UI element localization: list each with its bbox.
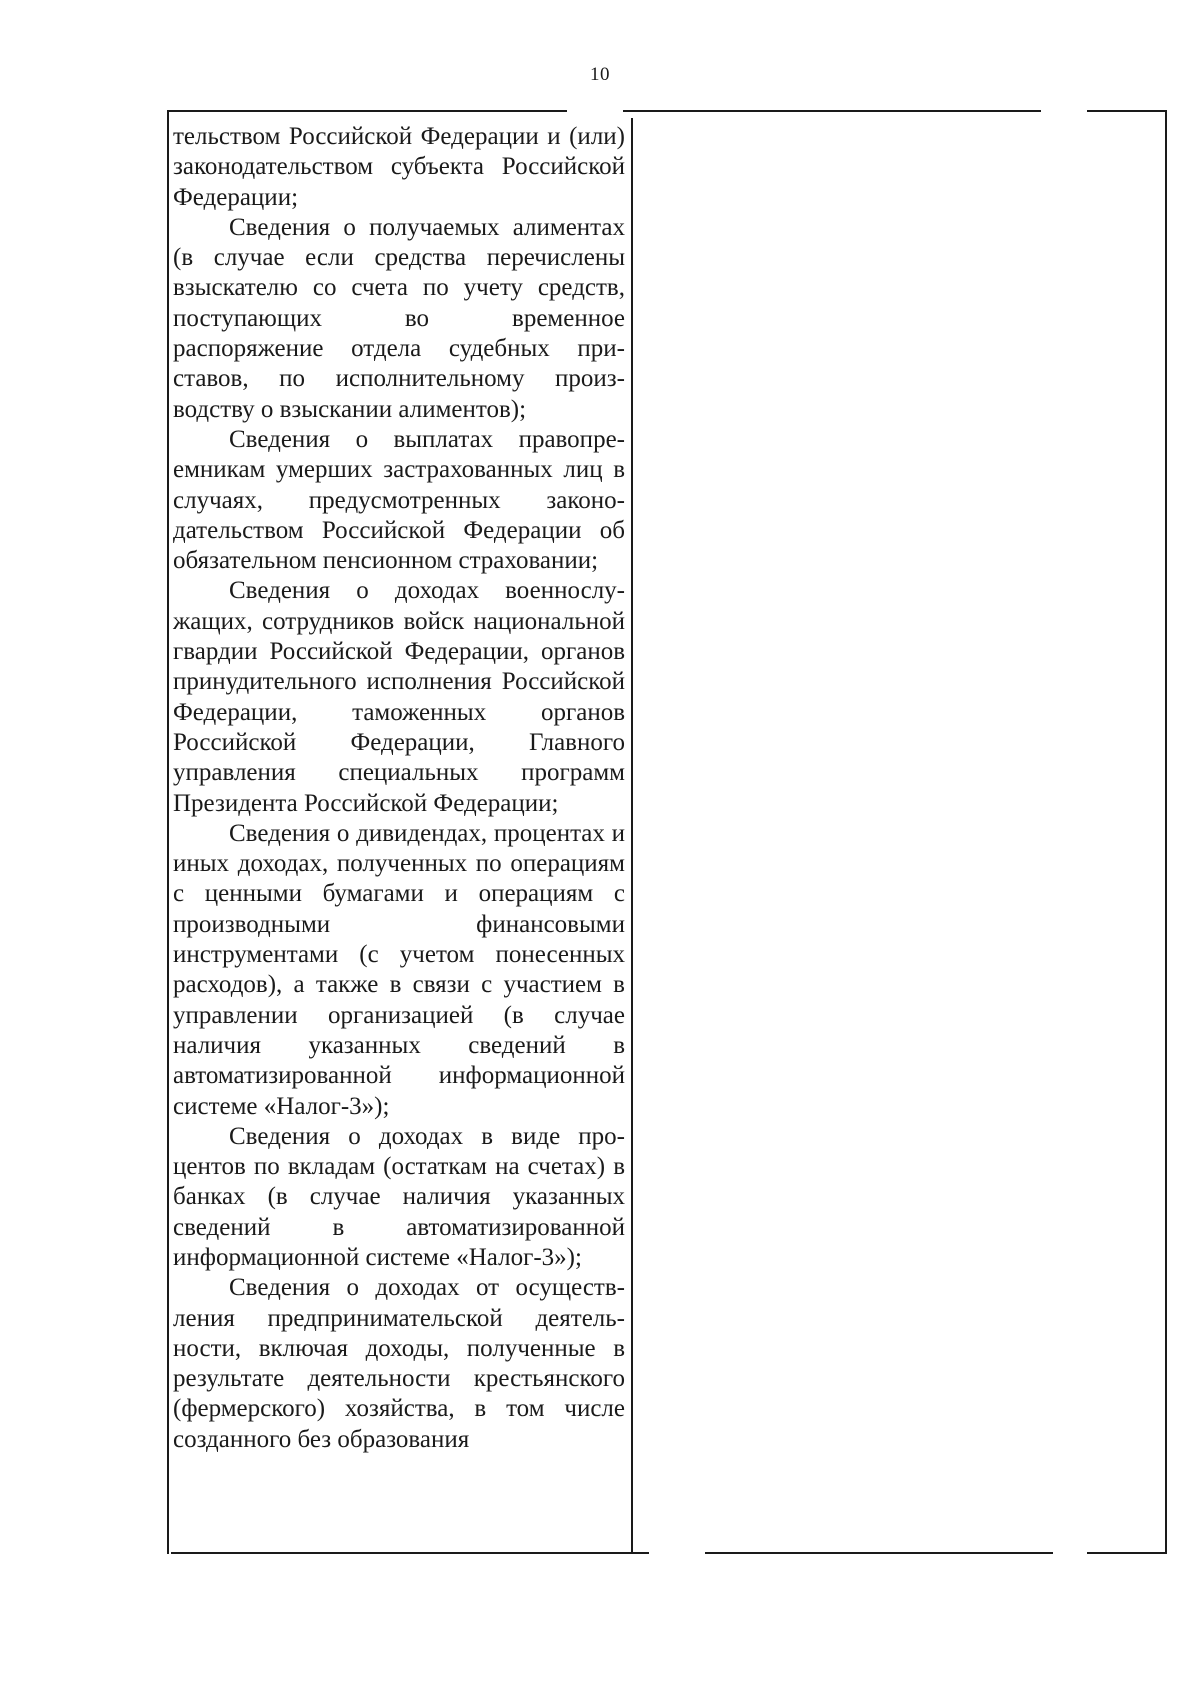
table-border-top-middle xyxy=(623,110,1041,112)
paragraph-alimony: Сведения о получаемых алиментах (в случае если средства перечислены взыскателю со счета по учету средств, поступающих во временное распоряжение отдела судебных приставов, по исполнительному производству о взыскании алиментов); xyxy=(173,213,625,423)
right-column xyxy=(633,122,1163,1552)
paragraph-deposit-interest: Сведения о доходах в виде процентов по вкладам (остаткам на счетах) в банках (в случае наличия указанных сведений в автоматизированной информационной системе «Налог-3»); xyxy=(173,1122,625,1271)
paragraph-military-income: Сведения о доходах военнослужащих, сотрудников войск национальной гвардии Российской Федерации, органов принудительного исполнения Российской Федерации, таможенных органов Российской Федерации, Главного управления специальных программ Президента Российской Федерации; xyxy=(173,577,625,817)
paragraph-dividends: Сведения о дивидендах, процентах и иных доходах, полученных по операциям с ценными бумагами и операциям с производными финансовыми инструментами (с учетом понесенных расходов), а также в связи с участием в управлении организацией (в случае наличия указанных сведений в автоматизированной информационной системе «Налог-3»); xyxy=(173,819,625,1120)
table-border-bottom-left xyxy=(171,1552,649,1554)
table-border-top-right xyxy=(1087,110,1167,112)
table-border-right xyxy=(1165,110,1167,1554)
table-border-left xyxy=(167,110,169,1554)
paragraph-business-income: Сведения о доходах от осуществления предпринимательской деятельности, включая доходы, полученные в результате деятельности крестьянского (фермерского) хозяйства, в том числе созданного без образования xyxy=(173,1274,625,1453)
table-border-top-left xyxy=(167,110,567,112)
left-column xyxy=(173,122,625,1455)
table-border-bottom-middle xyxy=(705,1552,1053,1554)
paragraph-successor-payments: Сведения о выплатах правопреемникам умерших застрахованных лиц в случаях, предусмотренных законодательством Российской Федерации об обязательном пенсионном страховании; xyxy=(173,425,625,575)
paragraph-continuation: тельством Российской Федерации и (или) законодательством субъекта Российской Федерации; xyxy=(173,123,625,211)
page-number: 10 xyxy=(590,64,610,85)
table-border-bottom-right xyxy=(1087,1552,1167,1554)
